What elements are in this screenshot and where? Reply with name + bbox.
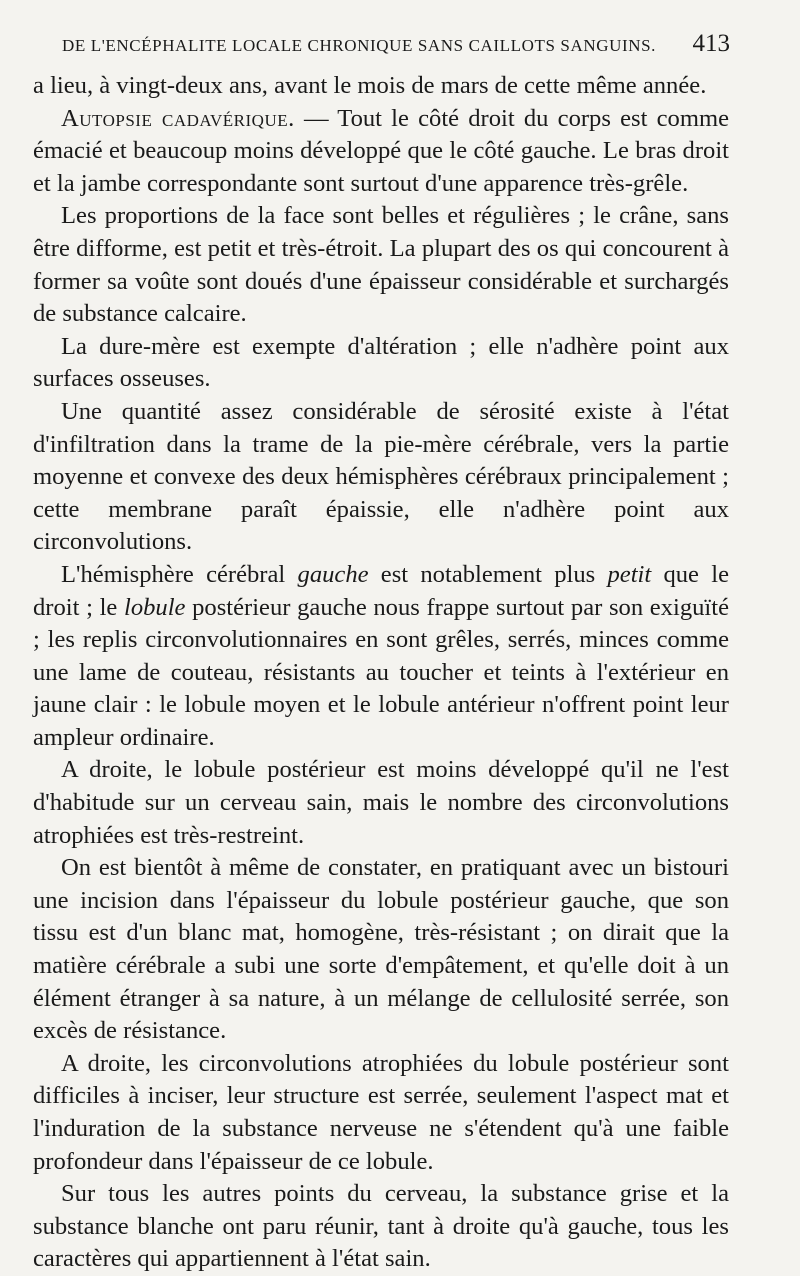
page-header (62, 32, 730, 62)
text-run: que le droit ; le (33, 560, 729, 621)
page-number: 413 (692, 30, 730, 57)
section-label: Autopsie cadavérique. (61, 104, 295, 132)
paragraph-dura-mater: La dure-mère est exempte d'altération ; elle n'adhère point aux surfaces osseuses. (33, 332, 729, 393)
paragraph-right-lobule: A droite, le lobule postérieur est moins développé qu'il ne l'est d'habitude sur un cerveau sain, mais le nombre des circonvolutions atrophiées est très-restreint. (33, 756, 729, 849)
italic-term: gauche (297, 560, 369, 588)
paragraph-right-circonvolutions: A droite, les circonvolutions atrophiées du lobule postérieur sont difficiles à inciser, leur structure est serrée, seulement l'aspect mat et l'induration de la substance nerveuse ne s'étendent qu'à une faible profondeur dans l'épaisseur de ce lobule. (33, 1049, 729, 1175)
paragraph-left-hemisphere (33, 559, 729, 755)
running-title: DE L'ENCÉPHALITE LOCALE CHRONIQUE SANS CAILLOTS SANGUINS. (62, 36, 656, 55)
paragraph-incision: On est bientôt à même de constater, en pratiquant avec un bistouri une incision dans l'épaisseur du lobule postérieur gauche, que son tissu est d'un blanc mat, homogène, très-résistant ; on dirait que la matière cérébrale a subi une sorte d'empâtement, et qu'elle doit à un élément étranger à sa nature, à un mélange de cellulosité serrée, son excès de résistance. (33, 854, 729, 1045)
paragraph-autopsy (33, 103, 729, 201)
paragraph-skull: Les proportions de la face sont belles et régulières ; le crâne, sans être difforme, est petit et très-étroit. La plupart des os qui concourent à former sa voûte sont doués d'une épaisseur considérable et surchargés de substance calcaire. (33, 202, 729, 328)
italic-term: lobule (123, 593, 186, 621)
text-run: postérieur gauche nous frappe surtout par son exiguïté ; les replis circonvolutionnaires en sont grêles, serrés, minces comme une lame de couteau, résistants au toucher et teints à l'extérieur en jaune clair : le lobule moyen et le lobule antérieur n'offrent point leur ampleur ordinaire. (33, 593, 729, 751)
body-text (33, 70, 729, 1276)
text-run: est notablement plus (368, 560, 608, 588)
paragraph-other-points: Sur tous les autres points du cerveau, la substance grise et la substance blanche ont paru réunir, tant à droite qu'à gauche, tous les caractères qui appartiennent à l'état sain. (33, 1180, 729, 1273)
italic-term: petit (607, 560, 652, 588)
paragraph-pia-mater: Une quantité assez considérable de sérosité existe à l'état d'infiltration dans la trame de la pie-mère cérébrale, vers la partie moyenne et convexe des deux hémisphères cérébraux principalement ; cette membrane paraît épaissie, elle n'adhère point aux circonvolutions. (33, 397, 729, 556)
paragraph-text: — Tout le côté droit du corps est comme émacié et beaucoup moins développé que le côté gauche. Le bras droit et la jambe correspondante sont surtout d'une apparence très-grêle. (33, 104, 729, 197)
text-run: L'hémisphère cérébral (61, 560, 298, 588)
paragraph-continuation: a lieu, à vingt-deux ans, avant le mois de mars de cette même année. (33, 72, 707, 99)
